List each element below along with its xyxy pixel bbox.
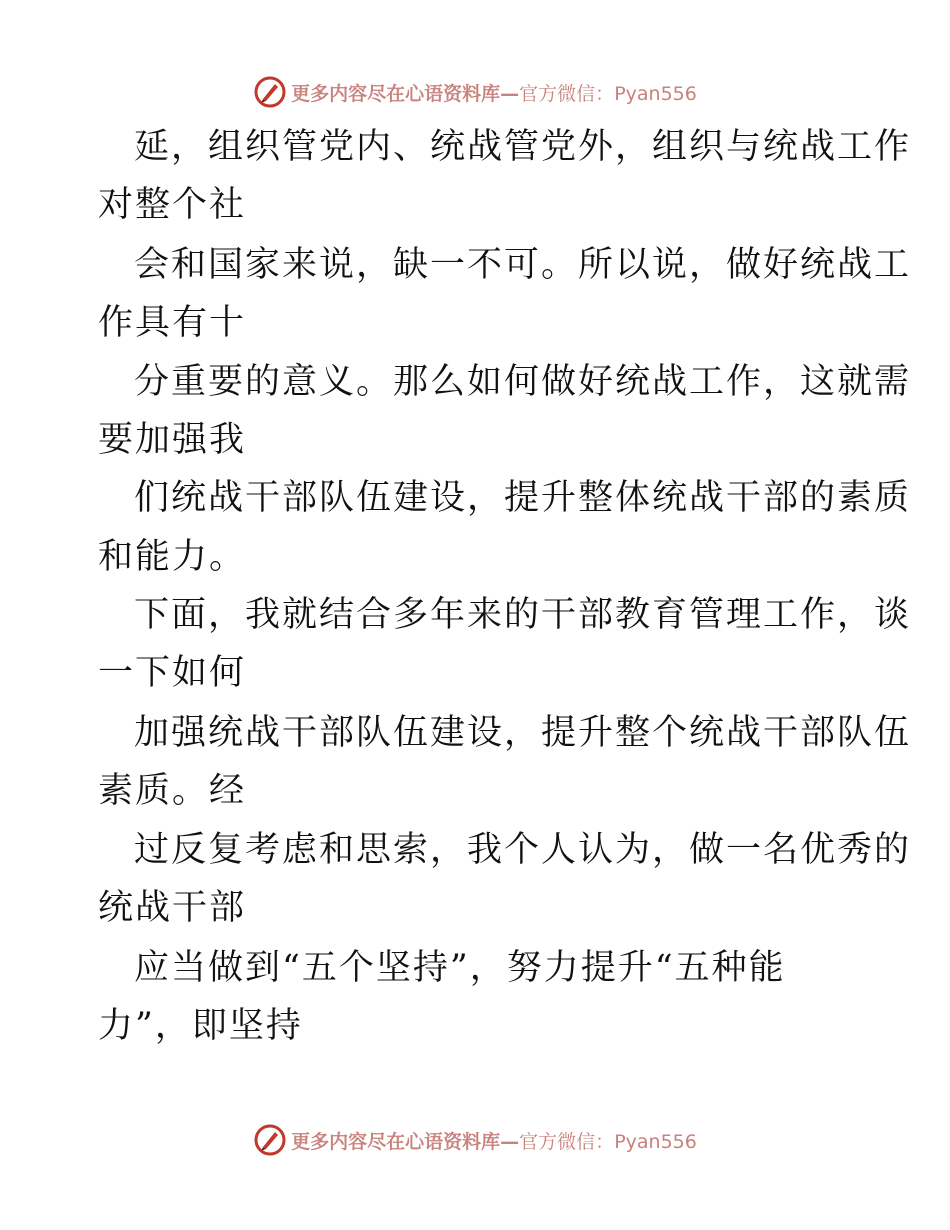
body-line: 一下如何 (98, 653, 247, 693)
banner-official-label: 官方微信： (519, 82, 615, 105)
banner-text (291, 1127, 697, 1154)
banner-main-text: 更多内容尽在心语资料库— (291, 82, 520, 105)
body-line: 过反复考虑和思索，我个人认为，做一名优秀的 (134, 830, 912, 870)
body-line: 加强统战干部队伍建设，提升整个统战干部队伍 (134, 713, 912, 753)
banner-text (291, 79, 697, 106)
footer-watermark-banner (0, 1120, 950, 1160)
banner-main-text: 更多内容尽在心语资料库— (291, 1130, 520, 1153)
body-line: 力”，即坚持 (98, 1006, 303, 1046)
quill-pen-logo-icon (253, 1123, 287, 1157)
body-line: 统战干部 (98, 888, 247, 928)
header-watermark-banner (0, 72, 950, 112)
body-line: 要加强我 (98, 420, 247, 460)
body-line: 应当做到“五个坚持”，努力提升“五种能 (134, 948, 786, 988)
body-line: 对整个社 (98, 185, 247, 225)
body-line: 作具有十 (98, 303, 247, 343)
quill-pen-logo-icon (253, 75, 287, 109)
body-line: 和能力。 (98, 537, 247, 577)
body-line: 下面，我就结合多年来的干部教育管理工作，谈 (134, 595, 912, 635)
body-line: 们统战干部队伍建设，提升整体统战干部的素质 (134, 478, 912, 518)
banner-wechat-id: Pyan556 (614, 82, 697, 105)
body-line: 会和国家来说，缺一不可。所以说，做好统战工 (134, 245, 912, 285)
body-line: 素质。经 (98, 771, 247, 811)
banner-wechat-id: Pyan556 (614, 1130, 697, 1153)
body-line: 延，组织管党内、统战管党外，组织与统战工作 (134, 127, 912, 167)
banner-official-label: 官方微信： (519, 1130, 615, 1153)
body-line: 分重要的意义。那么如何做好统战工作，这就需 (134, 362, 912, 402)
